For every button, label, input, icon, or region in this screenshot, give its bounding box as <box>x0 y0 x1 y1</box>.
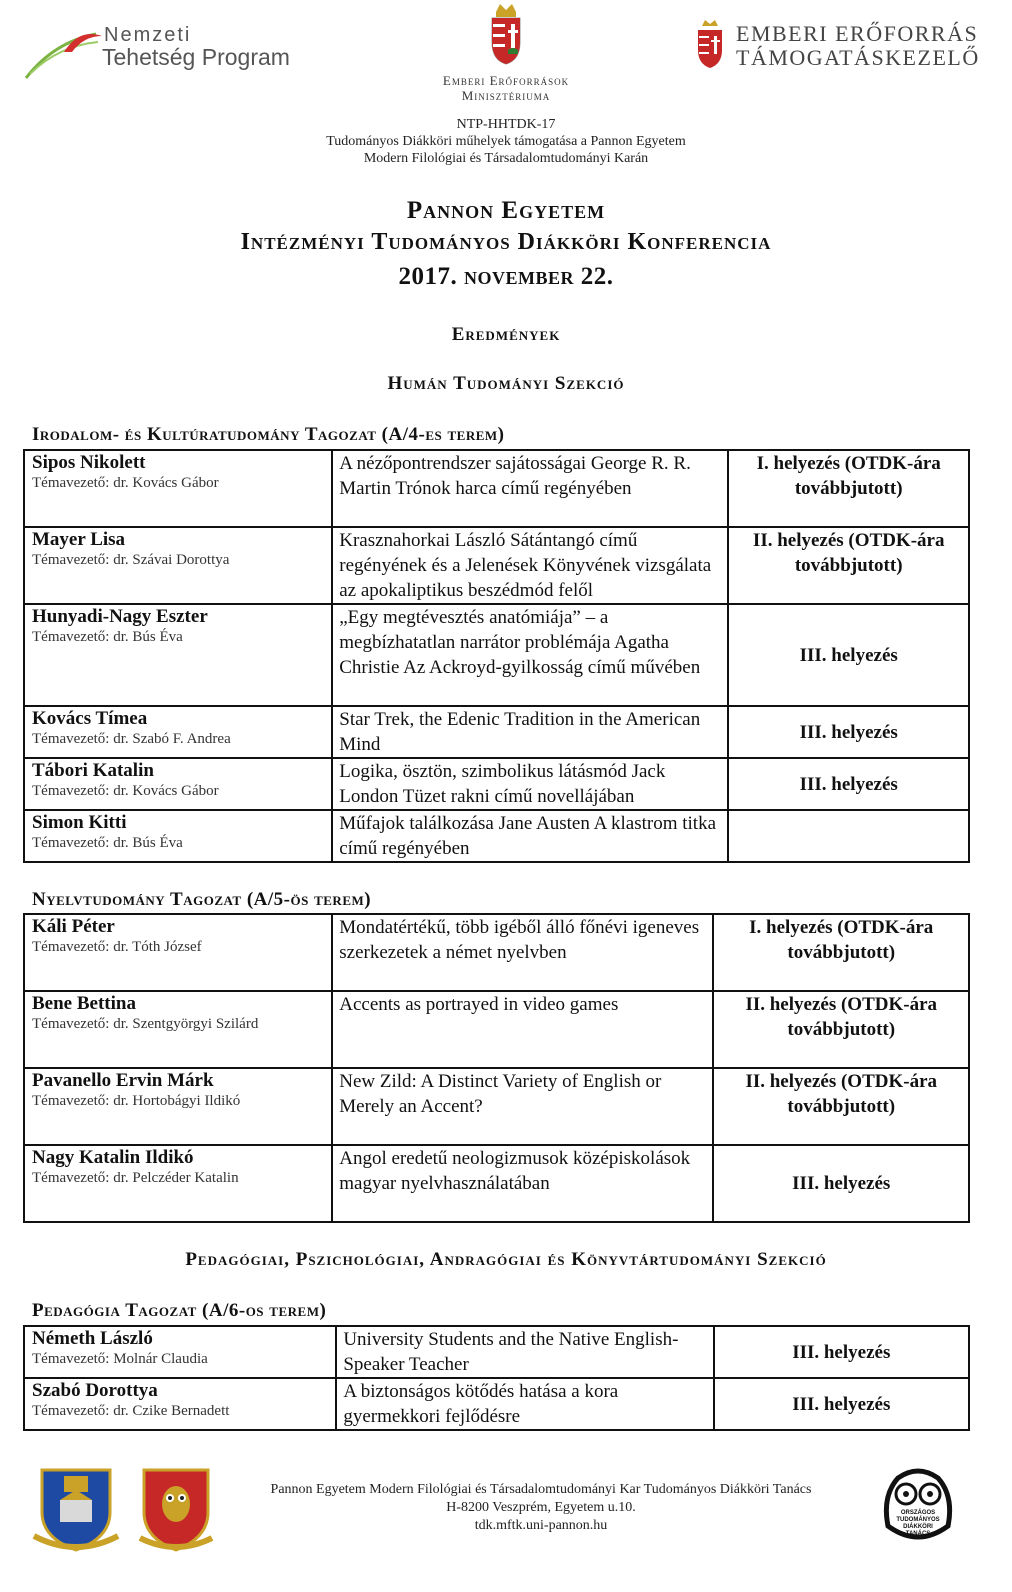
paper-title: „Egy megtévesztés anatómiája” – a megbízhatatlan narrátor problémája Agatha Christie Az Ackroyd-gyilkosság című művében <box>339 607 701 678</box>
table-row <box>24 1068 969 1145</box>
student-name: Szabó Dorottya <box>32 1380 158 1401</box>
supervisor: Témavezető: dr. Bús Éva <box>32 629 183 645</box>
student-name: Káli Péter <box>32 916 115 937</box>
ntp-name-line1: Nemzeti <box>104 24 192 46</box>
tagozat-heading-pedagogy: Pedagógia Tagozat (A/6-os terem) <box>32 1300 327 1321</box>
paper-title: Accents as portrayed in video games <box>339 994 619 1015</box>
supervisor: Témavezető: dr. Szentgyörgyi Szilárd <box>32 1016 259 1032</box>
table-row <box>24 810 969 862</box>
hungarian-coat-of-arms-icon <box>486 2 526 66</box>
ntp-name-line2: Tehetség Program <box>102 44 290 70</box>
placement: II. helyezés (OTDK-ára továbbjutott) <box>752 530 945 576</box>
grant-line1: Tudományos Diákköri műhelyek támogatása a Pannon Egyetem <box>326 134 686 149</box>
paper-title: Star Trek, the Edenic Tradition in the American Mind <box>339 709 701 755</box>
supervisor: Témavezető: dr. Szávai Dorottya <box>32 552 230 568</box>
eet-logo <box>694 18 994 78</box>
paper-title: Műfajok találkozása Jane Austen A klastrom titka című regényében <box>339 813 717 859</box>
section-heading-human: Humán Tudományi Szekció <box>387 373 625 394</box>
table-row <box>24 604 969 706</box>
placement: III. helyezés <box>792 1393 891 1415</box>
placement: I. helyezés (OTDK-ára továbbjutott) <box>756 453 941 499</box>
supervisor: Témavezető: dr. Bús Éva <box>32 835 183 851</box>
ministry-logo <box>406 2 606 103</box>
eet-name-line1: EMBERI ERŐFORRÁS <box>736 21 979 46</box>
table-row <box>24 991 969 1068</box>
supervisor: Témavezető: Molnár Claudia <box>32 1351 208 1367</box>
title-university: Pannon Egyetem <box>406 197 606 224</box>
paper-title: Mondatértékű, több igéből álló főnévi igeneves szerkezetek a német nyelvben <box>339 917 700 963</box>
supervisor: Témavezető: dr. Czike Bernadett <box>32 1403 230 1419</box>
student-name: Hunyadi-Nagy Eszter <box>32 606 208 627</box>
table-row <box>24 450 969 527</box>
table-row <box>24 758 969 810</box>
placement: III. helyezés <box>799 644 898 666</box>
student-name: Bene Bettina <box>32 993 136 1014</box>
owl-shield-icon <box>138 1466 214 1552</box>
paper-title: New Zild: A Distinct Variety of English or Merely an Accent? <box>339 1071 662 1117</box>
footer-line3[interactable]: tdk.mftk.uni-pannon.hu <box>474 1518 608 1533</box>
paper-title: Logika, ösztön, szimbolikus látásmód Jack London Tüzet rakni című novellájában <box>339 761 666 807</box>
results-table-pedagogy <box>23 1325 970 1431</box>
table-row <box>24 706 969 758</box>
table-row <box>24 1378 969 1430</box>
student-name: Németh László <box>32 1328 153 1349</box>
footer-address <box>226 1481 856 1535</box>
placement: III. helyezés <box>792 1173 891 1194</box>
supervisor: Témavezető: dr. Kovács Gábor <box>32 475 219 491</box>
ministry-name-line2: Minisztériuma <box>461 88 551 103</box>
placement: II. helyezés (OTDK-ára továbbjutott) <box>745 1071 938 1117</box>
title-conference: Intézményi Tudományos Diákköri Konferencia <box>240 229 772 255</box>
tagozat-heading-linguistics: Nyelvtudomány Tagozat (A/5-ös terem) <box>32 889 372 910</box>
student-name: Simon Kitti <box>32 812 127 833</box>
university-shield-icon <box>30 1466 122 1552</box>
otdt-logo <box>878 1466 958 1550</box>
ntp-swoosh-icon <box>24 22 104 82</box>
section-heading-pedagogy: Pedagógiai, Pszichológiai, Andragógiai és Könyvtártudományi Szekció <box>185 1249 827 1270</box>
supervisor: Témavezető: dr. Tóth József <box>32 939 202 955</box>
ministry-name-line1: Emberi Erőforrások <box>442 73 570 88</box>
results-table-linguistics <box>23 913 970 1223</box>
supervisor: Témavezető: dr. Hortobágyi Ildikó <box>32 1093 241 1109</box>
table-row <box>24 1145 969 1222</box>
student-name: Kovács Tímea <box>32 708 148 729</box>
footer-line2: H-8200 Veszprém, Egyetem u.10. <box>446 1500 636 1515</box>
eet-coat-of-arms-icon <box>694 18 726 70</box>
paper-title: A biztonságos kötődés hatása a kora gyermekkori fejlődésre <box>343 1381 619 1427</box>
supervisor: Témavezető: dr. Szabó F. Andrea <box>32 731 231 747</box>
table-row <box>24 914 969 991</box>
footer-line1: Pannon Egyetem Modern Filológiai és Társadalomtudományi Kar Tudományos Diákköri Tanács <box>270 1482 812 1497</box>
paper-title: University Students and the Native English-Speaker Teacher <box>343 1329 679 1375</box>
pannon-university-crest <box>30 1466 122 1552</box>
student-name: Nagy Katalin Ildikó <box>32 1147 194 1168</box>
placement: III. helyezés <box>799 773 898 795</box>
placement: III. helyezés <box>799 721 898 743</box>
supervisor: Témavezető: dr. Pelczéder Katalin <box>32 1170 239 1186</box>
student-name: Tábori Katalin <box>32 760 154 781</box>
otdt-logo-text: ORSZÁGOS TUDOMÁNYOS DIÁKKÖRI TANÁCS <box>896 1510 940 1537</box>
grant-info <box>0 116 1012 167</box>
placement: II. helyezés (OTDK-ára továbbjutott) <box>745 994 938 1040</box>
placement: III. helyezés <box>792 1341 891 1363</box>
title-date: 2017. november 22. <box>398 263 614 290</box>
results-table-literature <box>23 449 970 863</box>
student-name: Mayer Lisa <box>32 529 126 550</box>
eet-name-line2: TÁMOGATÁSKEZELŐ <box>736 45 980 70</box>
student-name: Sipos Nikolett <box>32 452 146 473</box>
faculty-crest <box>138 1466 214 1552</box>
paper-title: A nézőpontrendszer sajátosságai George R. R. Martin Trónok harca című regényében <box>339 453 691 499</box>
placement: I. helyezés (OTDK-ára továbbjutott) <box>749 917 934 963</box>
table-row <box>24 527 969 604</box>
ntp-logo <box>24 22 314 82</box>
paper-title: Angol eredetű neologizmusok középiskolások magyar nyelvhasználatában <box>339 1148 691 1194</box>
grant-code: NTP-HHTDK-17 <box>456 117 556 132</box>
tagozat-heading-literature: Irodalom- és Kultúratudomány Tagozat (A/4-es terem) <box>32 424 505 445</box>
grant-line2: Modern Filológiai és Társadalomtudományi Karán <box>363 151 649 166</box>
results-heading: Eredmények <box>451 324 561 345</box>
paper-title: Krasznahorkai László Sátántangó című regényének és a Jelenések Könyvének vizsgálata az apokaliptikus beszédmód felől <box>339 530 712 601</box>
table-row <box>24 1326 969 1378</box>
student-name: Pavanello Ervin Márk <box>32 1070 214 1091</box>
supervisor: Témavezető: dr. Kovács Gábor <box>32 783 219 799</box>
